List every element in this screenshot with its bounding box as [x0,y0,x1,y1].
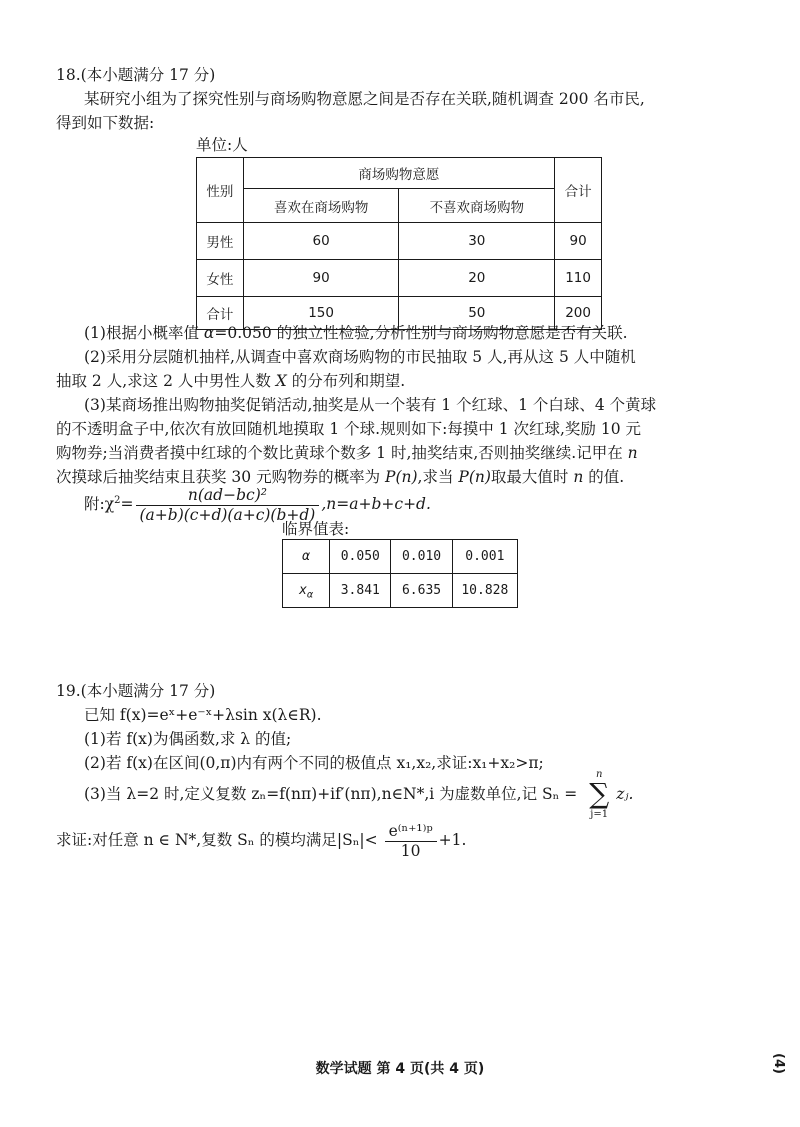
q18-part-1: (1)根据小概率值 α=0.050 的独立性检验,分析性别与商场购物意愿是否有关联. [84,324,628,342]
alpha-value: 0.001 [452,540,517,574]
q19-part-3: (3)当 λ=2 时,定义复数 zₙ=f(nπ)+if′(nπ),n∈N*,i 为虚数单位,记 Sₙ = n ∑ j=1 zⱼ. [84,769,634,820]
x-alpha-label: $x_\alpha$ [283,574,330,608]
header-total: 合计 [555,158,602,223]
critical-table-title: 临界值表: [282,520,350,538]
cell-like: 150 [243,297,399,330]
q18-part-3-line-3: 购物券;当消费者摸中红球的个数比黄球个数多 1 时,抽奖结束,否则抽奖继续.记甲在 n [56,444,638,462]
chi-square-formula: 附$:\chi^2=$ $\frac{\text{n(ad−bc)²}}{(a+b)(c+d)(a+c)(b+d)}$ ,n=a+b+c+d. [84,485,431,524]
row-label: 男性 [197,223,244,260]
q19-given: 已知 f(x)=eˣ+e⁻ˣ+λsin x(λ∈R). [84,706,322,724]
cell-total: 200 [555,297,602,330]
x-alpha-value: 6.635 [391,574,452,608]
corner-page-mark: (4) [770,1053,786,1074]
cell-total: 90 [555,223,602,260]
q18-part-2-line-1: (2)采用分层随机抽样,从调查中喜欢商场购物的市民抽取 5 人,再从这 5 人中随机 [84,348,636,366]
cell-total: 110 [555,260,602,297]
header-gender: 性别 [197,158,244,223]
q19-proof-statement: 求证:对任意 n ∈ N*,复数 Sₙ 的模均满足|Sₙ|< $\frac{\text{e⁽ⁿ⁺¹⁾ᵖ}}{10}$ +1. [56,821,467,860]
x-alpha-value: 10.828 [452,574,517,608]
row-label: 合计 [197,297,244,330]
q18-header: 18.(本小题满分 17 分) [56,66,216,84]
table-row [283,540,518,574]
header-dislike: 不喜欢商场购物 [399,189,555,223]
q18-intro-line-1: 某研究小组为了探究性别与商场购物意愿之间是否存在关联,随机调查 200 名市民, [84,90,645,108]
header-like: 喜欢在商场购物 [243,189,399,223]
q18-unit-label: 单位:人 [196,136,248,154]
row-label: 女性 [197,260,244,297]
q18-part-3-line-1: (3)某商场推出购物抽奖促销活动,抽奖是从一个装有 1 个红球、1 个白球、4 个黄球 [84,396,657,414]
critical-value-table [282,539,518,608]
survey-table [196,157,602,330]
q18-part-3-line-2: 的不透明盒子中,依次有放回随机地摸取 1 个球.规则如下:每摸中 1 次红球,奖励 10 元 [56,420,642,438]
cell-like: 90 [243,260,399,297]
table-row [197,223,602,260]
cell-like: 60 [243,223,399,260]
x-alpha-value: 3.841 [330,574,391,608]
cell-dislike: 20 [399,260,555,297]
cell-dislike: 50 [399,297,555,330]
q18-part-2-line-2: 抽取 2 人,求这 2 人中男性人数 X 的分布列和期望. [56,372,406,390]
alpha-label: α [283,540,330,574]
q19-part-2: (2)若 f(x)在区间(0,π)内有两个不同的极值点 x₁,x₂,求证:x₁+x₂>π; [84,754,544,772]
summation-sign: n ∑ j=1 [589,769,610,820]
cell-dislike: 30 [399,223,555,260]
page-footer: 数学试题 第 4 页(共 4 页) [315,1061,485,1077]
alpha-value: 0.050 [330,540,391,574]
q18-part-3-line-4: 次摸球后抽奖结束且获奖 30 元购物券的概率为 P(n),求当 P(n)取最大值时 n 的值. [56,468,625,486]
table-row [197,260,602,297]
q18-intro-line-2: 得到如下数据: [56,114,155,132]
q19-header: 19.(本小题满分 17 分) [56,682,216,700]
table-row [283,574,518,608]
alpha-value: 0.010 [391,540,452,574]
q19-part-1: (1)若 f(x)为偶函数,求 λ 的值; [84,730,292,748]
header-shopping-willingness: 商场购物意愿 [243,158,554,189]
